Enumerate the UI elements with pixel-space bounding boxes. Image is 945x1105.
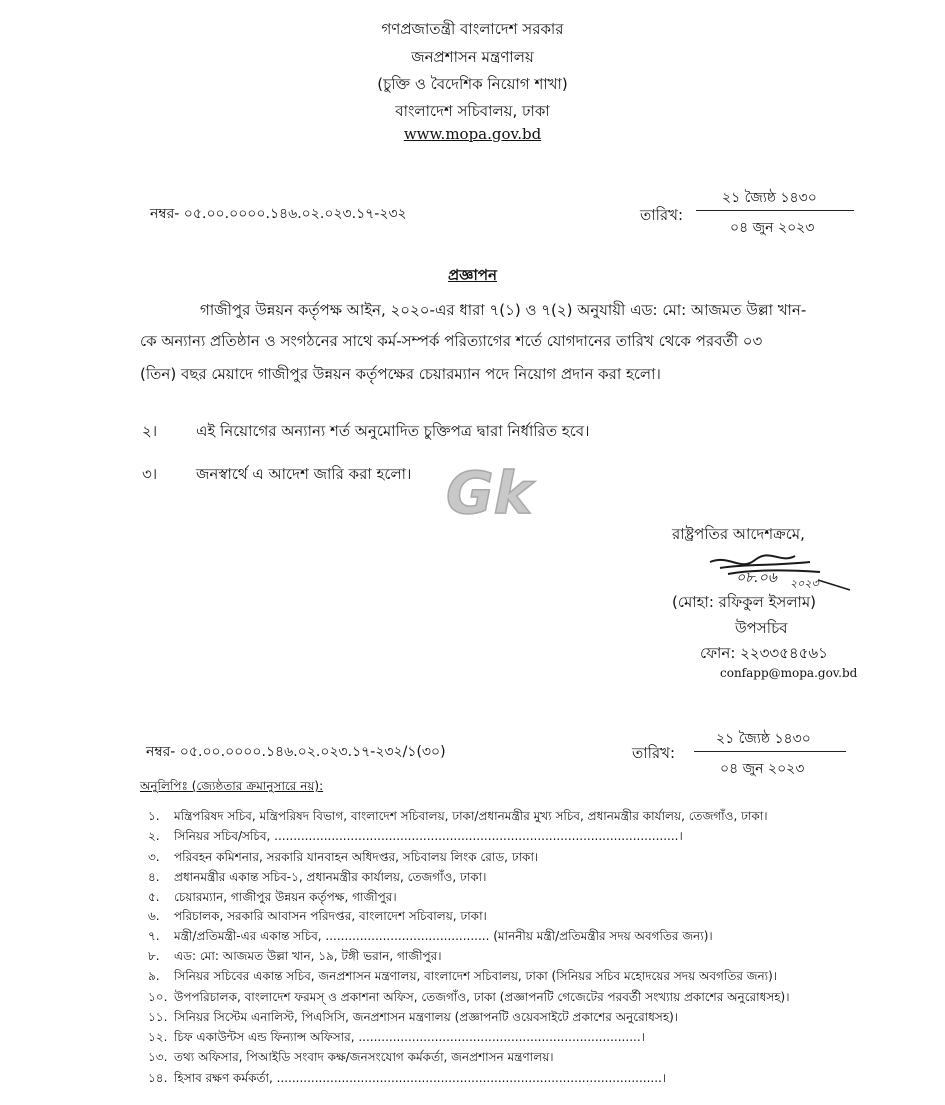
memo2-date-label: তারিখ: — [632, 744, 676, 762]
signatory-name: (মোহা: রফিকুল ইসলাম) — [672, 593, 817, 611]
signatory-email[interactable]: confapp@mopa.gov.bd — [720, 666, 858, 680]
notice-para1-line3: (তিন) বছর মেয়াদে গাজীপুর উন্নয়ন কর্তৃপক্ষের চেয়ারম্যান পদে নিয়োগ প্রদান করা হলো। — [140, 365, 661, 383]
signature-order-line: রাষ্ট্রপতির আদেশক্রমে, — [672, 525, 805, 543]
memo2-date-divider — [694, 751, 846, 752]
memo2-date-english: ০৪ জুন ২০২৩ — [720, 761, 805, 777]
header-address: বাংলাদেশ সচিবালয়, ঢাকা — [395, 102, 550, 120]
header-section: (চুক্তি ও বৈদেশিক নিয়োগ শাখা) — [377, 75, 568, 93]
header-government: গণপ্রজাতন্ত্রী বাংলাদেশ সরকার — [381, 20, 564, 38]
memo-number: নম্বর- ০৫.০০.০০০০.১৪৬.০২.০২৩.১৭-২৩২ — [150, 206, 407, 222]
signatory-phone: ফোন: ২২৩৩৫৪৫৬১ — [700, 644, 828, 662]
notice-para1-line2: কে অন্যান্য প্রতিষ্ঠান ও সংগঠনের সাথে কর্ম-সম্পর্ক পরিত্যাগের শর্তে যোগদানের তারিখ থেকে পরবর্তী ০৩ — [140, 332, 763, 350]
date-bangla: ২১ জ্যৈষ্ঠ ১৪৩০ — [722, 190, 817, 206]
notice-para1-line1: গাজীপুর উন্নয়ন কর্তৃপক্ষ আইন, ২০২০-এর ধারা ৭(১) ও ৭(২) অনুযায়ী এড: মো: আজমত উল্লা খান- — [200, 301, 807, 319]
watermark-logo — [432, 455, 562, 525]
item2-number: ২। — [142, 422, 158, 440]
item2-text: এই নিয়োগের অন্যান্য শর্ত অনুমোদিত চুক্তিপত্র দ্বারা নির্ধারিত হবে। — [196, 422, 590, 440]
item3-text: জনস্বার্থে এ আদেশ জারি করা হলো। — [196, 465, 412, 483]
header-website-link[interactable]: www.mopa.gov.bd — [403, 125, 542, 143]
memo2-number: নম্বর- ০৫.০০.০০০০.১৪৬.০২.০২৩.১৭-২৩২/১(৩০) — [146, 744, 446, 760]
date-divider — [696, 210, 854, 211]
copies-heading: অনুলিপিঃ (জ্যেষ্ঠতার ক্রমানুসারে নয়): — [140, 779, 324, 793]
item3-number: ৩। — [142, 465, 158, 483]
header-ministry: জনপ্রশাসন মন্ত্রণালয় — [411, 48, 534, 66]
signatory-designation: উপসচিব — [735, 619, 788, 637]
date-label: তারিখ: — [640, 206, 684, 224]
handwritten-date: ০৮.০৬ — [736, 570, 777, 586]
date-english: ০৪ জুন ২০২৩ — [730, 220, 815, 236]
svg-text:Gk: Gk — [446, 459, 533, 525]
notice-title: প্রজ্ঞাপন — [447, 266, 498, 284]
handwritten-year: ২০২৩ — [790, 577, 819, 590]
memo2-date-bangla: ২১ জ্যৈষ্ঠ ১৪৩০ — [716, 731, 811, 747]
